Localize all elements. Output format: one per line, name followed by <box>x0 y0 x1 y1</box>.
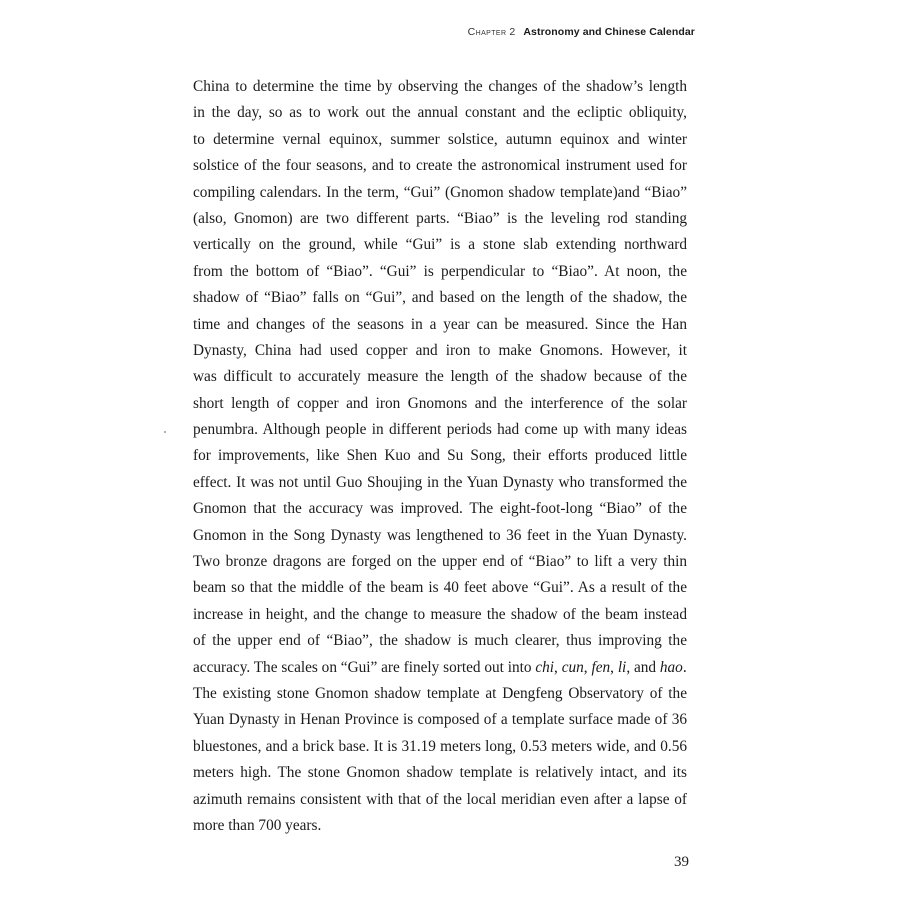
text-line: for improvements, like Shen Kuo and Su Song, their efforts produced little <box>193 447 687 465</box>
text-line: shadow of “Biao” falls on “Gui”, and based on the length of the shadow, the <box>193 289 687 307</box>
text-line: beam so that the middle of the beam is 40 feet above “Gui”. As a result of the <box>193 579 687 597</box>
term-cun: cun <box>561 658 584 676</box>
text-line: solstice of the four seasons, and to create the astronomical instrument used for <box>193 157 687 175</box>
text-line: of the upper end of “Biao”, the shadow is much clearer, thus improving the <box>193 632 687 650</box>
text-line: meters high. The stone Gnomon shadow template is relatively intact, and its <box>193 764 687 782</box>
scales-prefix: accuracy. The scales on “Gui” are finely sorted out into <box>193 658 536 676</box>
body-paragraph <box>193 74 687 839</box>
text-line: azimuth remains consistent with that of the local meridian even after a lapse of <box>193 790 687 808</box>
text-line: Dynasty, China had used copper and iron to make Gnomons. However, it <box>193 341 687 359</box>
text-line: from the bottom of “Biao”. “Gui” is perpendicular to “Biao”. At noon, the <box>193 262 687 280</box>
text-line: Gnomon that the accuracy was improved. The eight-foot-long “Biao” of the <box>193 500 687 518</box>
separator-and: , and <box>626 658 660 676</box>
text-line: China to determine the time by observing the changes of the shadow’s length <box>193 78 687 95</box>
chapter-title: Astronomy and Chinese Calendar <box>523 26 695 38</box>
term-li: li <box>617 658 627 676</box>
text-line: Two bronze dragons are forged on the upper end of “Biao” to lift a very thin <box>193 553 687 571</box>
text-line: effect. It was not until Guo Shoujing in the Yuan Dynasty who transformed the <box>193 473 687 491</box>
text-line: Gnomon in the Song Dynasty was lengthened to 36 feet in the Yuan Dynasty. <box>193 526 687 544</box>
text-line: compiling calendars. In the term, “Gui” (Gnomon shadow template)and “Biao” <box>193 183 687 201</box>
running-header <box>468 26 695 38</box>
text-line: Yuan Dynasty in Henan Province is composed of a template surface made of 36 <box>193 711 687 729</box>
term-chi: chi <box>535 658 555 676</box>
text-line: (also, Gnomon) are two different parts. “Biao” is the leveling rod standing <box>193 209 687 227</box>
text-line-scales <box>193 655 687 681</box>
term-hao: hao <box>659 658 683 676</box>
text-line: to determine vernal equinox, summer solstice, autumn equinox and winter <box>193 130 687 148</box>
text-line: short length of copper and iron Gnomons and the interference of the solar <box>193 394 687 412</box>
separator: , <box>554 658 562 676</box>
separator: , <box>583 658 592 676</box>
text-line: bluestones, and a brick base. It is 31.19 meters long, 0.53 meters wide, and 0.56 <box>193 737 687 755</box>
page-number: 39 <box>674 854 689 870</box>
separator: , <box>610 658 618 676</box>
margin-mark <box>164 431 166 433</box>
text-line: The existing stone Gnomon shadow template at Dengfeng Observatory of the <box>193 684 687 702</box>
text-line: was difficult to accurately measure the length of the shadow because of the <box>193 368 687 386</box>
chapter-label: Chapter <box>467 26 507 38</box>
text-line: vertically on the ground, while “Gui” is a stone slab extending northward <box>193 236 687 254</box>
text-line: increase in height, and the change to measure the shadow of the beam instead <box>193 605 687 623</box>
text-line: penumbra. Although people in different periods had come up with many ideas <box>193 421 687 439</box>
scales-end: . <box>682 658 687 676</box>
text-line: more than 700 years. <box>193 816 322 834</box>
text-line: time and changes of the seasons in a year can be measured. Since the Han <box>193 315 687 333</box>
chapter-number: 2 <box>509 26 516 38</box>
text-line: in the day, so as to work out the annual constant and the ecliptic obliquity, <box>193 104 687 122</box>
term-fen: fen <box>591 658 611 676</box>
